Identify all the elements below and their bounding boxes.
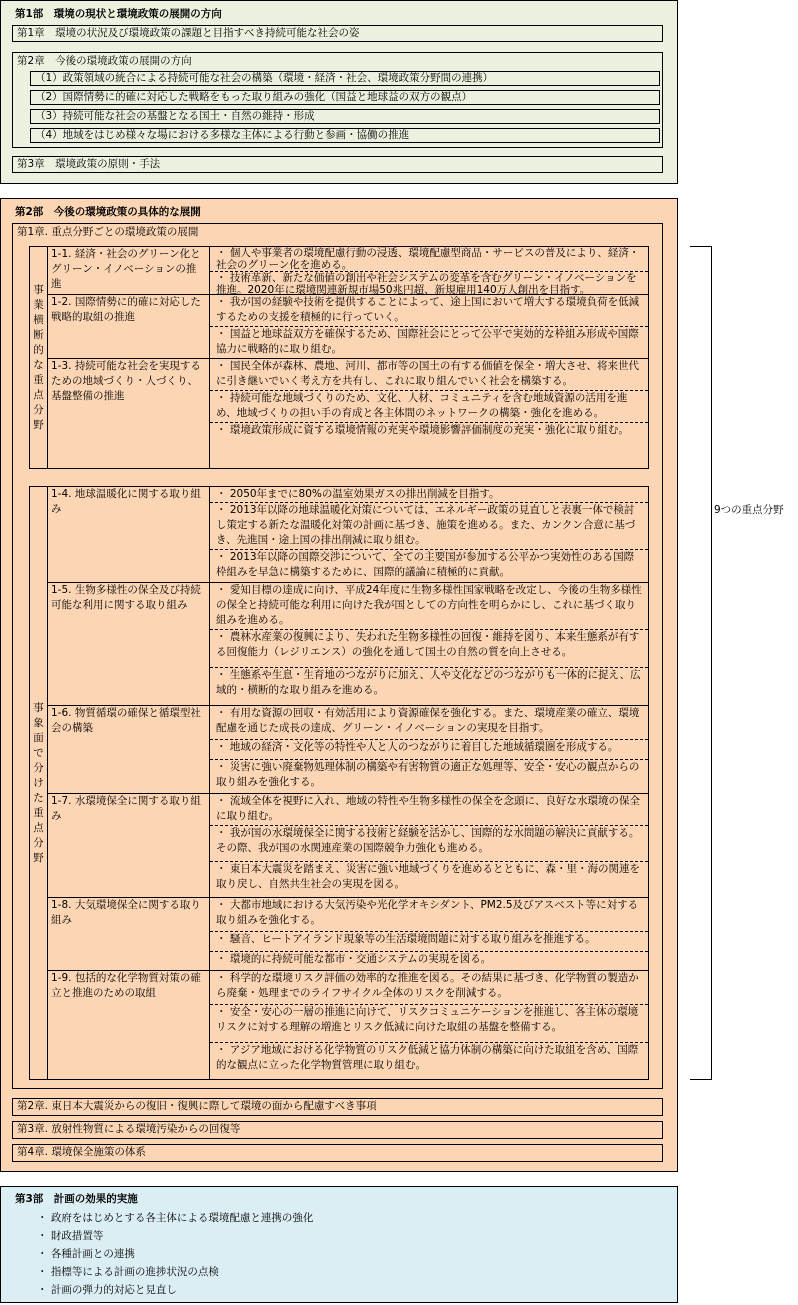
part1-chapter2-item: （2）国際情勢に的確に対応した戦略をもった取り組みの強化（国益と地球益の双方の観点） [30,90,660,105]
area-1-6-bullet: ・ 有用な資源の回収・有効活用により資源確保を強化する。また、環境産業の確立、環境配慮を通じた成長の達成、グリーン・イノベーションの実現を目指す。 [210,706,648,740]
area-1-9-bullet: ・ アジア地域における化学物質のリスク低減と協力体制の構築に向けた取組を含め、国際的な観点に立った化学物質管理に取り組む。 [216,1044,639,1071]
area-1-5-bullet: ・ 愛知目標の達成に向け、平成24年度に生物多様性国家戦略を改定し、今後の生物多様性の保全と持続可能な利用に向けた我が国としての方向性を明らかにし、これに基づく取り組みを進める。 [210,583,648,630]
area-1-8-bullet: ・ 環境的に持続可能な都市・交通システムの実現を図る。 [210,952,648,971]
area-1-9-name: 1-9. 包括的な化学物質対策の確立と推進のための取組 [48,971,210,1079]
area-1-5-bullet: ・ 生態系や生息・生育地のつながりに加え、人や文化などのつながりも一体的に捉え、広域的・横断的な取り組みを進める。 [210,668,648,706]
part2-chapter1-title: 第1章. 重点分野ごとの環境政策の展開 [17,226,199,238]
area-1-3-bullet: ・ 環境政策形成に資する環境情報の充実や環境影響評価制度の充実・強化に取り組む。 [216,424,629,436]
area-1-6-name: 1-6. 物質循環の確保と循環型社会の構築 [48,706,210,794]
part3-item: ・ 指標等による計画の進捗状況の点検 [37,1266,219,1278]
cross-cutting-group-label: 事業横断的な重点分野 [30,247,48,468]
area-1-8-bullet: ・ 大都市地域における大気汚染や光化学オキシダント、PM2.5及びアスベスト等に対する取り組みを強化する。 [210,898,648,932]
part3-title: 第3部 計画の効果的実施 [15,1193,138,1205]
area-1-5-bullet: ・ 農林水産業の復興により、失われた生物多様性の回復・維持を図り、本来生態系が有する回復能力（レジリエンス）の強化を通して国土の自然の質を向上させる。 [210,630,648,668]
area-1-8-name: 1-8. 大気環境保全に関する取り組み [48,898,210,971]
part1-chapter2 [12,52,663,148]
part1-chapter3: 第3章 環境政策の原則・手法 [12,156,663,173]
part3-item: ・ 政府をはじめとする各主体による環境配慮と連携の強化 [37,1212,314,1224]
part3-panel [0,1186,678,1303]
part1-panel [0,0,678,184]
area-1-6-bullet: ・ 地域の経済・文化等の特性や人と人のつながりに着目した地域循環圏を形成する。 [210,740,648,760]
area-1-7-bullet: ・ 東日本大震災を踏まえ、災害に強い地域づくりを進めるとともに、森・里・海の関連を取り戻し、自然共生社会の実現を図る。 [210,862,648,898]
area-1-7-name: 1-7. 水環境保全に関する取り組み [48,794,210,898]
area-1-7-bullet: ・ 我が国の水環境保全に関する技術と経験を活かし、国際的な水問題の解決に貢献する。その際、我が国の水関連産業の国際競争力強化も進める。 [210,826,648,862]
area-1-1-bullet: ・ 個人や事業者の環境配慮行動の浸透、環境配慮型商品・サービスの普及により、経済・社会のグリーン化を進める。 [210,247,648,272]
area-1-1-bullet: ・ 技術革新、新たな価値の創出や社会システムの変革を含むグリーン・イノベーションを推進。2020年に環境関連新規市場50兆円超、新規雇用140万人創出を目指す。 [210,272,648,295]
area-1-6-bullet: ・ 災害に強い廃棄物処理体制の構築や有害物質の適正な処理等、安全・安心の観点からの取り組みを強化する。 [210,760,648,794]
part1-chapter2-item: （1）政策領域の統合による持続可能な社会の構築（環境・経済・社会、環境政策分野間の連携） [30,71,660,86]
part1-chapter2-title: 第2章 今後の環境政策の展開の方向 [17,55,192,67]
area-1-4-name: 1-4. 地球温暖化に関する取り組み [48,487,210,583]
area-1-8-bullet: ・ 騒音、ヒートアイランド現象等の生活環境問題に対する取り組みを推進する。 [210,932,648,952]
area-1-9-bullet: ・ 科学的な環境リスク評価の効率的な推進を図る。その結果に基づき、化学物質の製造から廃棄・処理までのライフサイクル全体のリスクを削減する。 [210,971,648,1005]
part2-panel [0,198,678,1172]
area-1-3-bullet: ・ 国民全体が森林、農地、河川、都市等の国土の有する価値を保全・増大させ、将来世代に引き継いでいく考え方を共有し、これに取り組んでいく社会を構築する。 [210,359,648,391]
part1-chapter2-item: （4）地域をはじめ様々な場における多様な主体による行動と参画・協働の推進 [30,128,660,143]
event-based-group [29,486,649,1080]
part2-chapter1 [12,223,663,1089]
part1-title: 第1部 環境の現状と環境政策の展開の方向 [15,8,222,20]
area-1-4-bullet: ・ 2013年以降の国際交渉について、全ての主要国が参加する公平かつ実効性のある国際枠組みを早急に構築するために、国際的議論に積極的に貢献。 [210,550,648,583]
area-1-9-bullet: ・ 安全・安心の一層の推進に向けて、リスクコミュニケーションを推進し、各主体の環境リスクに対する理解の増進とリスク低減に向けた取組の基盤を整備する。 [210,1005,648,1043]
cross-cutting-group [29,246,649,469]
part1-chapter2-item: （3）持続可能な社会の基盤となる国土・自然の維持・形成 [30,109,660,124]
nine-areas-brace [690,246,712,1080]
part3-item: ・ 計画の弾力的対応と見直し [37,1284,177,1296]
area-1-5-name: 1-5. 生物多様性の保全及び持続可能な利用に関する取り組み [48,583,210,706]
part3-item: ・ 財政措置等 [37,1230,104,1242]
area-1-3-name: 1-3. 持続可能な社会を実現するための地域づくり・人づくり、基盤整備の推進 [48,359,210,468]
part2-chapter2: 第2章. 東日本大震災からの復旧・復興に際して環境の面から配慮すべき事項 [12,1098,663,1116]
nine-areas-label: 9つの重点分野 [714,504,784,516]
area-1-2-bullet: ・ 我が国の経験や技術を提供することによって、途上国において増大する環境負荷を低減するための支援を積極的に行っていく。 [210,295,648,327]
area-1-2-name: 1-2. 国際情勢に的確に対応した戦略的取組の推進 [48,295,210,359]
area-1-1-name: 1-1. 経済・社会のグリーン化とグリーン・イノベーションの推進 [48,247,210,295]
area-1-4-bullet: ・ 2013年以降の地球温暖化対策については、エネルギー政策の見直しと表裏一体で検討し策定する新たな温暖化対策の計画に基づき、施策を進める。また、カンクン合意に基づき、先進国・途上国の排出削減に取り組む。 [210,503,648,550]
part2-chapter3: 第3章. 放射性物質による環境汚染からの回復等 [12,1121,663,1139]
part1-chapter1: 第1章 環境の状況及び環境政策の課題と目指すべき持続可能な社会の姿 [12,25,663,42]
area-1-4-bullet: ・ 2050年までに80%の温室効果ガスの排出削減を目指す。 [210,487,648,503]
part3-item: ・ 各種計画との連携 [37,1248,135,1260]
part2-title: 第2部 今後の環境政策の具体的な展開 [15,206,201,218]
area-1-3-bullet: ・ 持続可能な地域づくりのため、文化、人材、コミュニティを含む地域資源の活用を進め、地域づくりの担い手の育成と各主体間のネットワークの構築・強化を進める。 [210,391,648,423]
event-based-group-label: 事象面で分けた重点分野 [30,487,48,1079]
area-1-2-bullet: ・ 国益と地球益双方を確保するため、国際社会にとって公平で実効的な枠組み形成や国際協力に戦略的に取り組む。 [210,327,648,359]
part2-chapter4: 第4章. 環境保全施策の体系 [12,1144,663,1162]
area-1-7-bullet: ・ 流域全体を視野に入れ、地域の特性や生物多様性の保全を念頭に、良好な水環境の保全に取り組む。 [210,794,648,826]
